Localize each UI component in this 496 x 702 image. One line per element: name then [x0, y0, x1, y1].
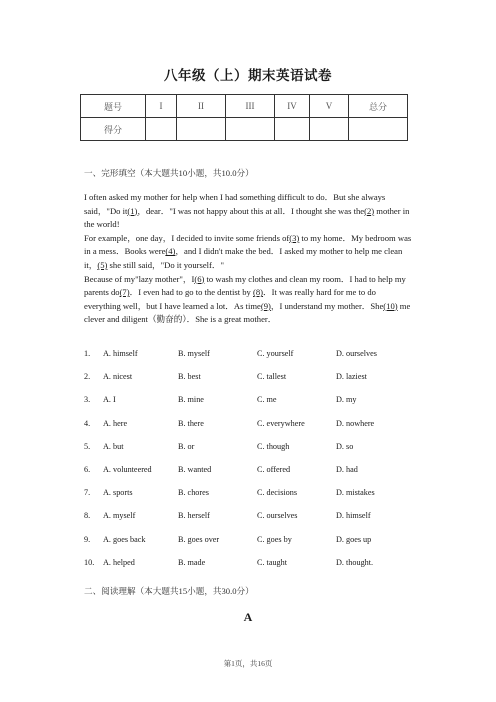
passage-paragraph: For example，one day，I decided to invite some friends of(3) to my home．My bedroom was in a mess．Books were(4)，and I didn't make the bed．I asked my mother to help me clean it，(5) she still said，"Do it yourself．": [84, 232, 412, 270]
answer-option[interactable]: C. everywhere: [257, 418, 305, 428]
answer-option[interactable]: A. helped: [103, 557, 135, 567]
score-header-cell: 总分: [349, 95, 408, 118]
answer-option[interactable]: A. myself: [103, 511, 136, 521]
answer-option[interactable]: D. so: [336, 441, 354, 451]
answer-option[interactable]: C. taught: [257, 557, 288, 567]
score-header-cell: I: [146, 95, 177, 118]
answer-option[interactable]: C. yourself: [257, 349, 294, 358]
answer-option[interactable]: D. had: [336, 465, 358, 474]
question-row: [84, 417, 414, 431]
answer-option[interactable]: C. though: [257, 441, 290, 451]
answer-option[interactable]: D. nowhere: [336, 418, 375, 428]
question-number: 7.: [84, 488, 91, 498]
question-row: [84, 463, 414, 477]
answer-option[interactable]: C. me: [257, 395, 277, 405]
question-number: 4.: [84, 418, 91, 428]
section-heading-reading: 二、阅读理解（本大题共15小题，共30.0分）: [84, 586, 254, 596]
score-cell: [177, 118, 226, 141]
passage-paragraph: I often asked my mother for help when I had something difficult to do．But she always said，"Do it(1)，dear．"I was not happy about this at all．I thought she was the(2) mother in the world!: [84, 192, 410, 230]
answer-option[interactable]: A. himself: [103, 349, 138, 358]
question-number: 8.: [84, 511, 91, 521]
answer-option[interactable]: B. goes over: [178, 534, 220, 544]
score-table-header-row: [81, 95, 408, 118]
page-title: 八年级（上）期末英语试卷: [164, 68, 332, 83]
blank-1: (1): [127, 205, 138, 216]
score-cell: [275, 118, 310, 141]
question-number: 5.: [84, 441, 91, 451]
answer-option[interactable]: D. mistakes: [336, 488, 375, 498]
answer-option[interactable]: B. herself: [178, 511, 210, 521]
answer-option[interactable]: B. made: [178, 557, 206, 567]
answer-option[interactable]: D. himself: [336, 511, 371, 521]
blank-5: (5): [97, 259, 108, 270]
score-header-cell: V: [310, 95, 349, 118]
answer-option[interactable]: A. sports: [103, 488, 133, 498]
blank-9: (9): [260, 300, 271, 311]
question-row: [84, 533, 414, 547]
question-number: 2.: [84, 372, 91, 382]
question-row: [84, 370, 414, 384]
score-table-score-row: [81, 118, 408, 141]
answer-option[interactable]: B. myself: [178, 349, 210, 358]
question-number: 10.: [84, 557, 95, 567]
answer-option[interactable]: C. goes by: [257, 534, 292, 544]
blank-10: (10): [383, 300, 398, 311]
answer-option[interactable]: B. chores: [178, 488, 209, 498]
score-cell: [349, 118, 408, 141]
blank-4: (4): [165, 246, 176, 257]
passage-paragraph: Because of my"lazy mother"，I(6) to wash my clothes and clean my room．I had to help my parents do(7)．I even had to go to the dentist by (8)．It was really hard for me to do everything well，but I have learned a lot．As time(9)，I understand my mother．She(10) me clever and diligent（勤奋的）．She is a great mother．: [84, 273, 411, 325]
answer-option[interactable]: D. goes up: [336, 534, 372, 544]
score-header-cell: IV: [275, 95, 310, 118]
answer-option[interactable]: D. thought.: [336, 557, 374, 567]
answer-option[interactable]: A. nicest: [103, 372, 133, 382]
answer-option[interactable]: C. decisions: [257, 488, 298, 498]
answer-option[interactable]: B. there: [178, 418, 204, 428]
question-number: 9.: [84, 534, 91, 544]
blank-2: (2): [364, 205, 375, 216]
score-cell: [226, 118, 275, 141]
score-header-cell: III: [226, 95, 275, 118]
blank-7: (7): [119, 287, 130, 298]
question-number: 6.: [84, 465, 91, 474]
answer-option[interactable]: D. laziest: [336, 372, 367, 382]
answer-option[interactable]: C. offered: [257, 465, 291, 474]
answer-option[interactable]: C. tallest: [257, 372, 287, 382]
answer-option[interactable]: A. volunteered: [103, 465, 152, 474]
question-row: [84, 347, 414, 361]
answer-option[interactable]: B. mine: [178, 395, 204, 405]
score-row-label: 得分: [81, 118, 146, 141]
section-heading-cloze: 一、完形填空（本大题共10小题，共10.0分）: [84, 168, 254, 178]
question-row: [84, 393, 414, 407]
answer-option[interactable]: A. here: [103, 418, 128, 428]
answer-option[interactable]: B. or: [178, 441, 195, 451]
score-header-cell: II: [177, 95, 226, 118]
question-row: [84, 556, 414, 570]
answer-option[interactable]: C. ourselves: [257, 511, 298, 521]
question-row: [84, 486, 414, 500]
score-cell: [146, 118, 177, 141]
answer-option[interactable]: A. I: [103, 395, 116, 405]
answer-option[interactable]: B. wanted: [178, 465, 212, 474]
answer-option[interactable]: D. my: [336, 395, 357, 405]
score-cell: [310, 118, 349, 141]
question-row: [84, 509, 414, 523]
cloze-passage: [84, 191, 414, 327]
score-table: [80, 94, 408, 141]
score-header-cell: 题号: [81, 95, 146, 118]
answer-option[interactable]: D. ourselves: [336, 349, 377, 358]
blank-3: (3): [289, 232, 300, 243]
question-number: 1.: [84, 349, 91, 358]
question-row: [84, 440, 414, 454]
answer-option[interactable]: A. goes back: [103, 534, 146, 544]
passage-letter: A: [243, 610, 253, 624]
blank-6: (6): [194, 273, 205, 284]
blank-8: (8): [253, 287, 264, 298]
question-number: 3.: [84, 395, 91, 405]
page-footer: 第1页，共16页: [223, 659, 273, 668]
answer-option[interactable]: B. best: [178, 372, 201, 382]
answer-option[interactable]: A. but: [103, 441, 124, 451]
